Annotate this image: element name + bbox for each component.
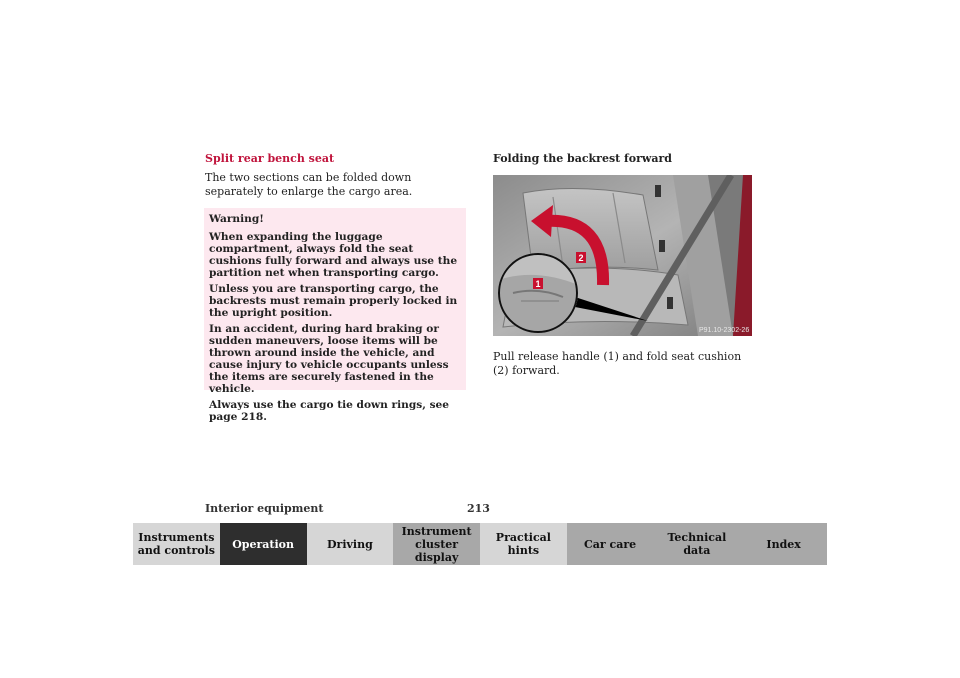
tab-index[interactable]: Index: [740, 523, 827, 565]
tab-practical-hints[interactable]: Practical hints: [480, 523, 567, 565]
warning-box: [204, 208, 466, 423]
callout-1: 1: [535, 279, 541, 289]
warning-title: Warning!: [209, 213, 264, 225]
warning-paragraph: Always use the cargo tie down rings, see page 218.: [209, 399, 450, 423]
tab-technical-data[interactable]: Technical data: [654, 523, 741, 565]
callout-2: 2: [578, 253, 584, 263]
tab-operation[interactable]: Operation: [220, 523, 307, 565]
tab-driving[interactable]: Driving: [307, 523, 394, 565]
tab-car-care[interactable]: Car care: [567, 523, 654, 565]
chapter-navigation: [133, 523, 827, 565]
section-title: Split rear bench seat: [205, 152, 335, 165]
rear-seat-illustration: [493, 175, 752, 336]
page-number: 213: [467, 502, 490, 515]
figure-caption: Pull release handle (1) and fold seat cushion (2) forward.: [493, 350, 742, 377]
warning-paragraph: In an accident, during hard braking or sudden maneuvers, loose items will be thrown around inside the vehicle, and cause injury to vehicle occupants unless the items are securely fastened in the vehicle.: [209, 323, 449, 395]
figure-code: P91.10-2302-26: [699, 327, 750, 334]
warning-paragraph: Unless you are transporting cargo, the backrests must remain properly locked in the upright position.: [209, 283, 458, 319]
footer-section-name: Interior equipment: [205, 502, 324, 515]
figure-section-title: Folding the backrest forward: [493, 152, 673, 165]
tab-instruments-and-controls[interactable]: Instruments and controls: [133, 523, 220, 565]
intro-text: The two sections can be folded down separately to enlarge the cargo area.: [205, 171, 413, 198]
warning-paragraph: When expanding the luggage compartment, always fold the seat cushions fully forward and always use the partition net when transporting cargo.: [209, 231, 458, 279]
tab-instrument-cluster-display[interactable]: Instrument cluster display: [393, 523, 480, 565]
